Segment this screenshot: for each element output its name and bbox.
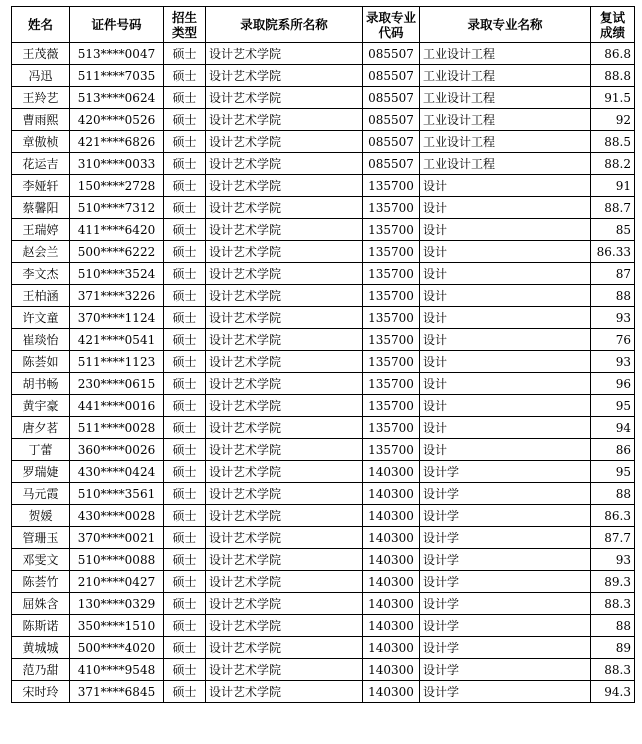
name-cell: 丁蕾 [12,439,70,461]
id-cell: 420****0526 [70,109,164,131]
school-cell: 设计艺术学院 [206,549,363,571]
table-row [12,593,635,615]
table-row [12,109,635,131]
name-cell: 胡书畅 [12,373,70,395]
type-cell: 硕士 [164,175,206,197]
id-cell: 230****0615 [70,373,164,395]
id-cell: 421****6826 [70,131,164,153]
school-cell: 设计艺术学院 [206,131,363,153]
id-cell: 500****4020 [70,637,164,659]
major-cell: 设计 [420,329,591,351]
header-id: 证件号码 [70,7,164,43]
type-cell: 硕士 [164,65,206,87]
type-cell: 硕士 [164,373,206,395]
type-cell: 硕士 [164,351,206,373]
score-cell: 88 [591,615,635,637]
major-cell: 设计学 [420,527,591,549]
score-cell: 95 [591,395,635,417]
major-cell: 工业设计工程 [420,87,591,109]
type-cell: 硕士 [164,461,206,483]
major-cell: 设计学 [420,637,591,659]
major-cell: 设计 [420,197,591,219]
name-cell: 冯迅 [12,65,70,87]
name-cell: 王茂薇 [12,43,70,65]
type-cell: 硕士 [164,593,206,615]
school-cell: 设计艺术学院 [206,571,363,593]
type-cell: 硕士 [164,395,206,417]
id-cell: 511****0028 [70,417,164,439]
id-cell: 441****0016 [70,395,164,417]
id-cell: 370****1124 [70,307,164,329]
table-row [12,549,635,571]
code-cell: 140300 [363,659,420,681]
major-cell: 设计 [420,395,591,417]
score-cell: 93 [591,351,635,373]
name-cell: 马元霞 [12,483,70,505]
code-cell: 140300 [363,681,420,703]
name-cell: 曹雨熙 [12,109,70,131]
id-cell: 513****0047 [70,43,164,65]
table-row [12,417,635,439]
score-cell: 88.3 [591,659,635,681]
school-cell: 设计艺术学院 [206,461,363,483]
score-cell: 88.3 [591,593,635,615]
school-cell: 设计艺术学院 [206,263,363,285]
type-cell: 硕士 [164,219,206,241]
major-cell: 设计学 [420,659,591,681]
school-cell: 设计艺术学院 [206,439,363,461]
admission-table [11,6,635,703]
type-cell: 硕士 [164,417,206,439]
name-cell: 王羚艺 [12,87,70,109]
table-row [12,373,635,395]
id-cell: 510****3561 [70,483,164,505]
name-cell: 李娅轩 [12,175,70,197]
major-cell: 工业设计工程 [420,153,591,175]
id-cell: 130****0329 [70,593,164,615]
major-cell: 设计 [420,219,591,241]
table-row [12,285,635,307]
table-row [12,681,635,703]
major-cell: 设计学 [420,615,591,637]
header-row [12,7,635,43]
id-cell: 430****0424 [70,461,164,483]
table-body [12,43,635,703]
table-row [12,241,635,263]
score-cell: 95 [591,461,635,483]
score-cell: 86 [591,439,635,461]
major-cell: 设计学 [420,681,591,703]
major-cell: 设计 [420,285,591,307]
code-cell: 085507 [363,153,420,175]
type-cell: 硕士 [164,109,206,131]
code-cell: 085507 [363,43,420,65]
code-cell: 140300 [363,505,420,527]
name-cell: 黄城城 [12,637,70,659]
name-cell: 屈姝含 [12,593,70,615]
table-row [12,395,635,417]
type-cell: 硕士 [164,439,206,461]
major-cell: 设计 [420,241,591,263]
school-cell: 设计艺术学院 [206,659,363,681]
code-cell: 085507 [363,109,420,131]
code-cell: 135700 [363,197,420,219]
table-row [12,219,635,241]
table-row [12,65,635,87]
type-cell: 硕士 [164,329,206,351]
type-cell: 硕士 [164,527,206,549]
major-cell: 设计 [420,417,591,439]
school-cell: 设计艺术学院 [206,329,363,351]
type-cell: 硕士 [164,615,206,637]
score-cell: 76 [591,329,635,351]
id-cell: 510****3524 [70,263,164,285]
school-cell: 设计艺术学院 [206,43,363,65]
name-cell: 邓雯文 [12,549,70,571]
table-row [12,571,635,593]
major-cell: 工业设计工程 [420,65,591,87]
code-cell: 135700 [363,285,420,307]
table-row [12,329,635,351]
school-cell: 设计艺术学院 [206,87,363,109]
name-cell: 贺媛 [12,505,70,527]
major-cell: 工业设计工程 [420,131,591,153]
id-cell: 371****6845 [70,681,164,703]
id-cell: 370****0021 [70,527,164,549]
table-row [12,483,635,505]
table-row [12,263,635,285]
id-cell: 511****7035 [70,65,164,87]
code-cell: 135700 [363,175,420,197]
table-row [12,131,635,153]
score-cell: 94 [591,417,635,439]
header-school: 录取院系所名称 [206,7,363,43]
major-cell: 设计 [420,351,591,373]
name-cell: 王瑞婷 [12,219,70,241]
table-row [12,659,635,681]
school-cell: 设计艺术学院 [206,307,363,329]
code-cell: 135700 [363,373,420,395]
id-cell: 310****0033 [70,153,164,175]
type-cell: 硕士 [164,87,206,109]
code-cell: 085507 [363,87,420,109]
name-cell: 崔琰怡 [12,329,70,351]
code-cell: 135700 [363,417,420,439]
school-cell: 设计艺术学院 [206,615,363,637]
school-cell: 设计艺术学院 [206,197,363,219]
name-cell: 王柏涵 [12,285,70,307]
score-cell: 88.2 [591,153,635,175]
id-cell: 430****0028 [70,505,164,527]
name-cell: 陈斯诺 [12,615,70,637]
id-cell: 500****6222 [70,241,164,263]
table-row [12,527,635,549]
score-cell: 88.5 [591,131,635,153]
school-cell: 设计艺术学院 [206,373,363,395]
name-cell: 赵会兰 [12,241,70,263]
school-cell: 设计艺术学院 [206,505,363,527]
code-cell: 135700 [363,351,420,373]
type-cell: 硕士 [164,549,206,571]
table-row [12,351,635,373]
code-cell: 085507 [363,65,420,87]
name-cell: 花运吉 [12,153,70,175]
name-cell: 李文杰 [12,263,70,285]
id-cell: 350****1510 [70,615,164,637]
table-row [12,43,635,65]
school-cell: 设计艺术学院 [206,351,363,373]
school-cell: 设计艺术学院 [206,483,363,505]
school-cell: 设计艺术学院 [206,681,363,703]
score-cell: 93 [591,307,635,329]
code-cell: 135700 [363,329,420,351]
code-cell: 135700 [363,439,420,461]
school-cell: 设计艺术学院 [206,417,363,439]
id-cell: 210****0427 [70,571,164,593]
school-cell: 设计艺术学院 [206,241,363,263]
type-cell: 硕士 [164,483,206,505]
name-cell: 唐夕茗 [12,417,70,439]
name-cell: 许文童 [12,307,70,329]
score-cell: 87.7 [591,527,635,549]
score-cell: 85 [591,219,635,241]
name-cell: 章傲桢 [12,131,70,153]
header-code: 录取专业代码 [363,7,420,43]
school-cell: 设计艺术学院 [206,637,363,659]
score-cell: 89 [591,637,635,659]
name-cell: 罗瑞婕 [12,461,70,483]
name-cell: 蔡馨阳 [12,197,70,219]
id-cell: 360****0026 [70,439,164,461]
school-cell: 设计艺术学院 [206,527,363,549]
name-cell: 宋时玲 [12,681,70,703]
code-cell: 085507 [363,131,420,153]
code-cell: 140300 [363,461,420,483]
header-type: 招生类型 [164,7,206,43]
id-cell: 511****1123 [70,351,164,373]
score-cell: 88 [591,285,635,307]
table-row [12,637,635,659]
id-cell: 410****9548 [70,659,164,681]
code-cell: 140300 [363,637,420,659]
school-cell: 设计艺术学院 [206,175,363,197]
major-cell: 设计 [420,373,591,395]
table-row [12,197,635,219]
score-cell: 88.8 [591,65,635,87]
code-cell: 140300 [363,549,420,571]
code-cell: 135700 [363,307,420,329]
score-cell: 86.8 [591,43,635,65]
table-row [12,87,635,109]
school-cell: 设计艺术学院 [206,395,363,417]
type-cell: 硕士 [164,263,206,285]
code-cell: 135700 [363,263,420,285]
score-cell: 86.3 [591,505,635,527]
code-cell: 140300 [363,483,420,505]
header-score: 复试成绩 [591,7,635,43]
type-cell: 硕士 [164,681,206,703]
id-cell: 421****0541 [70,329,164,351]
id-cell: 510****7312 [70,197,164,219]
id-cell: 411****6420 [70,219,164,241]
school-cell: 设计艺术学院 [206,219,363,241]
major-cell: 设计 [420,263,591,285]
major-cell: 工业设计工程 [420,109,591,131]
major-cell: 设计 [420,175,591,197]
score-cell: 86.33 [591,241,635,263]
type-cell: 硕士 [164,153,206,175]
type-cell: 硕士 [164,571,206,593]
score-cell: 92 [591,109,635,131]
code-cell: 140300 [363,615,420,637]
school-cell: 设计艺术学院 [206,65,363,87]
table-row [12,153,635,175]
type-cell: 硕士 [164,659,206,681]
type-cell: 硕士 [164,241,206,263]
table-row [12,505,635,527]
score-cell: 93 [591,549,635,571]
score-cell: 96 [591,373,635,395]
major-cell: 设计学 [420,593,591,615]
major-cell: 设计学 [420,461,591,483]
major-cell: 工业设计工程 [420,43,591,65]
type-cell: 硕士 [164,285,206,307]
name-cell: 管珊玉 [12,527,70,549]
type-cell: 硕士 [164,637,206,659]
name-cell: 陈荟如 [12,351,70,373]
school-cell: 设计艺术学院 [206,285,363,307]
header-major: 录取专业名称 [420,7,591,43]
table-row [12,175,635,197]
major-cell: 设计学 [420,571,591,593]
table-row [12,461,635,483]
school-cell: 设计艺术学院 [206,153,363,175]
code-cell: 135700 [363,241,420,263]
id-cell: 513****0624 [70,87,164,109]
major-cell: 设计 [420,439,591,461]
school-cell: 设计艺术学院 [206,109,363,131]
major-cell: 设计 [420,307,591,329]
code-cell: 140300 [363,593,420,615]
table-row [12,615,635,637]
school-cell: 设计艺术学院 [206,593,363,615]
name-cell: 黄宇豪 [12,395,70,417]
score-cell: 94.3 [591,681,635,703]
major-cell: 设计学 [420,483,591,505]
code-cell: 140300 [363,571,420,593]
type-cell: 硕士 [164,43,206,65]
code-cell: 135700 [363,219,420,241]
id-cell: 510****0088 [70,549,164,571]
id-cell: 371****3226 [70,285,164,307]
score-cell: 87 [591,263,635,285]
type-cell: 硕士 [164,197,206,219]
type-cell: 硕士 [164,505,206,527]
score-cell: 91.5 [591,87,635,109]
major-cell: 设计学 [420,549,591,571]
id-cell: 150****2728 [70,175,164,197]
score-cell: 88 [591,483,635,505]
name-cell: 范乃甜 [12,659,70,681]
score-cell: 91 [591,175,635,197]
code-cell: 140300 [363,527,420,549]
name-cell: 陈荟竹 [12,571,70,593]
score-cell: 89.3 [591,571,635,593]
code-cell: 135700 [363,395,420,417]
major-cell: 设计学 [420,505,591,527]
score-cell: 88.7 [591,197,635,219]
table-row [12,439,635,461]
header-name: 姓名 [12,7,70,43]
type-cell: 硕士 [164,131,206,153]
type-cell: 硕士 [164,307,206,329]
table-row [12,307,635,329]
